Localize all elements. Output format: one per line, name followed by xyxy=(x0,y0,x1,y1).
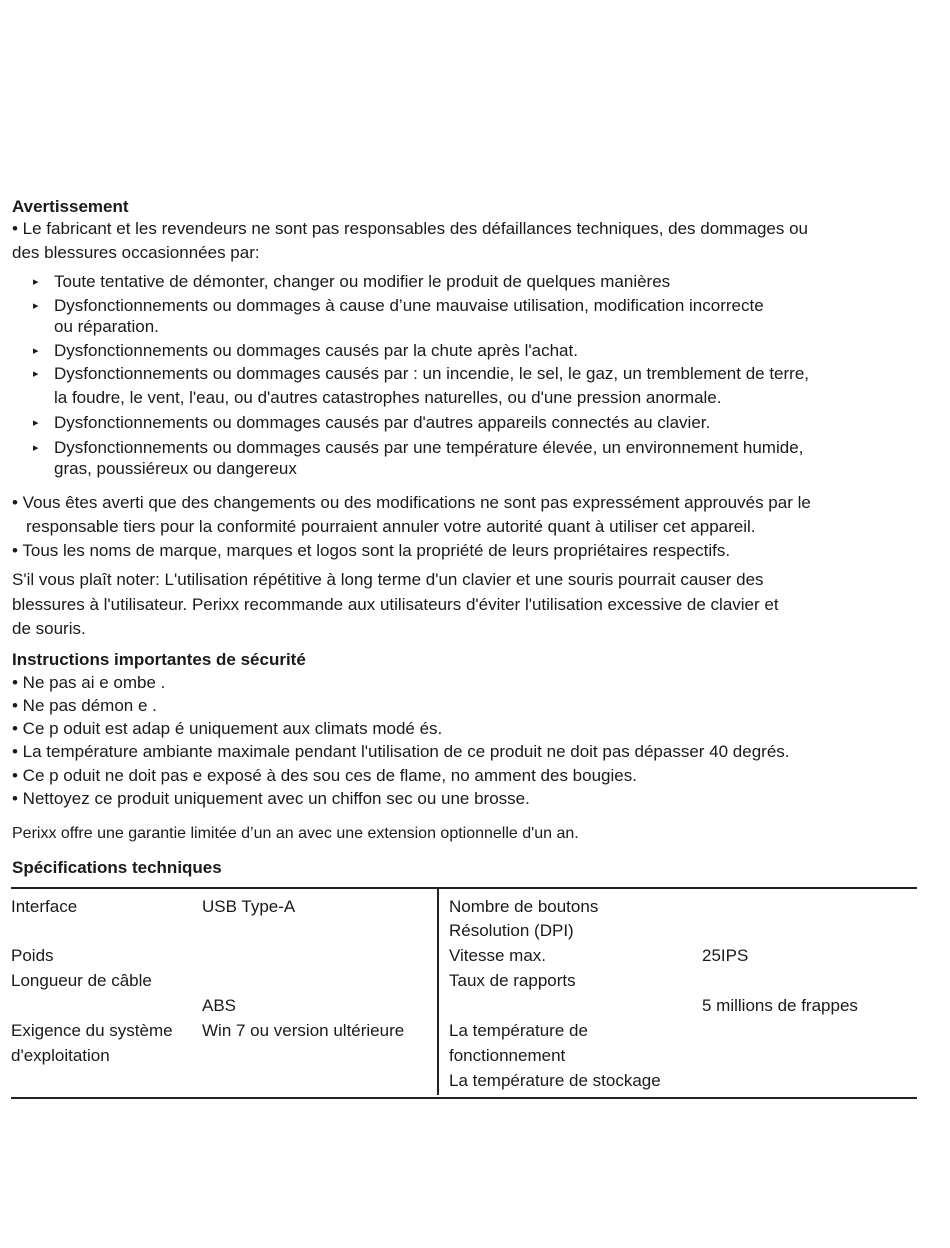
warranty-text: Perixx offre une garantie limitée d’un an avec une extension optionnelle d'un an. xyxy=(12,825,579,842)
list-marker: ▸ xyxy=(33,442,39,454)
spec-value: 5 millions de frappes xyxy=(702,996,858,1015)
list-item-cont: la foudre, le vent, l'eau, ou d'autres catastrophes naturelles, ou d'une pression anormale. xyxy=(54,388,722,407)
spec-label: La température de stockage xyxy=(449,1071,661,1090)
list-marker: ▸ xyxy=(33,276,39,288)
specs-table xyxy=(11,887,917,1099)
modification-notice-cont: responsable tiers pour la conformité pourraient annuler votre autorité quant à utiliser cet appareil. xyxy=(26,517,756,536)
trademark-notice: • Tous les noms de marque, marques et logos sont la propriété de leurs propriétaires respectifs. xyxy=(12,541,731,560)
list-marker: ▸ xyxy=(33,368,39,380)
safety-title: Instructions importantes de sécurité xyxy=(12,650,306,669)
list-item: Dysfonctionnements ou dommages causés par : un incendie, le sel, le gaz, un tremblement de terre, xyxy=(54,364,810,383)
spec-label: Poids xyxy=(11,946,54,965)
list-item-cont: ou réparation. xyxy=(54,317,159,336)
list-marker: ▸ xyxy=(33,345,39,357)
list-item: Dysfonctionnements ou dommages à cause d’une mauvaise utilisation, modification incorrecte xyxy=(54,296,764,315)
health-note-cont: blessures à l'utilisateur. Perixx recommande aux utilisateurs d'éviter l'utilisation excessive de clavier et xyxy=(12,595,779,614)
spec-label: Résolution (DPI) xyxy=(449,921,574,940)
spec-label: Exigence du système xyxy=(11,1021,173,1040)
safety-item: • Ce p oduit est adap é uniquement aux climats modé és. xyxy=(12,719,443,738)
spec-label: La température de xyxy=(449,1021,588,1040)
health-note: S'il vous plaît noter: L'utilisation répétitive à long terme d'un clavier et une souris pourrait causer des xyxy=(12,570,764,589)
specs-table-divider xyxy=(437,887,439,1095)
safety-item: • Nettoyez ce produit uniquement avec un chiffon sec ou une brosse. xyxy=(12,789,530,808)
list-item-cont: gras, poussiéreux ou dangereux xyxy=(54,459,297,478)
health-note-cont: de souris. xyxy=(12,619,86,638)
warning-title: Avertissement xyxy=(12,197,129,216)
spec-label-cont: fonctionnement xyxy=(449,1046,566,1065)
safety-item: • Ne pas ai e ombe . xyxy=(12,673,166,692)
spec-label-cont: d'exploitation xyxy=(11,1046,110,1065)
spec-value: ABS xyxy=(202,996,237,1015)
safety-item: • La température ambiante maximale pendant l'utilisation de ce produit ne doit pas dépasser 40 degrés. xyxy=(12,742,790,761)
list-marker: ▸ xyxy=(33,300,39,312)
spec-label: Interface xyxy=(11,897,78,916)
spec-value: USB Type-A xyxy=(202,897,296,916)
warning-intro: • Le fabricant et les revendeurs ne sont pas responsables des défaillances techniques, des dommages ou xyxy=(12,219,808,238)
safety-item: • Ce p oduit ne doit pas e exposé à des sou ces de flame, no amment des bougies. xyxy=(12,766,637,785)
spec-label: Nombre de boutons xyxy=(449,897,599,916)
safety-item: • Ne pas démon e . xyxy=(12,696,157,715)
list-item: Dysfonctionnements ou dommages causés par la chute après l'achat. xyxy=(54,341,578,360)
warning-intro-cont: des blessures occasionnées par: xyxy=(12,243,260,262)
spec-label: Vitesse max. xyxy=(449,946,547,965)
spec-label: Longueur de câble xyxy=(11,971,152,990)
specs-title: Spécifications techniques xyxy=(12,858,222,877)
list-marker: ▸ xyxy=(33,417,39,429)
spec-label: Taux de rapports xyxy=(449,971,576,990)
list-item: Dysfonctionnements ou dommages causés par d'autres appareils connectés au clavier. xyxy=(54,413,711,432)
modification-notice: • Vous êtes averti que des changements ou des modifications ne sont pas expressément approuvés par le xyxy=(12,493,811,512)
spec-value: Win 7 ou version ultérieure xyxy=(202,1021,405,1040)
list-item: Toute tentative de démonter, changer ou modifier le produit de quelques manières xyxy=(54,272,671,291)
list-item: Dysfonctionnements ou dommages causés par une température élevée, un environnement humide, xyxy=(54,438,804,457)
spec-value: 25IPS xyxy=(702,946,749,965)
